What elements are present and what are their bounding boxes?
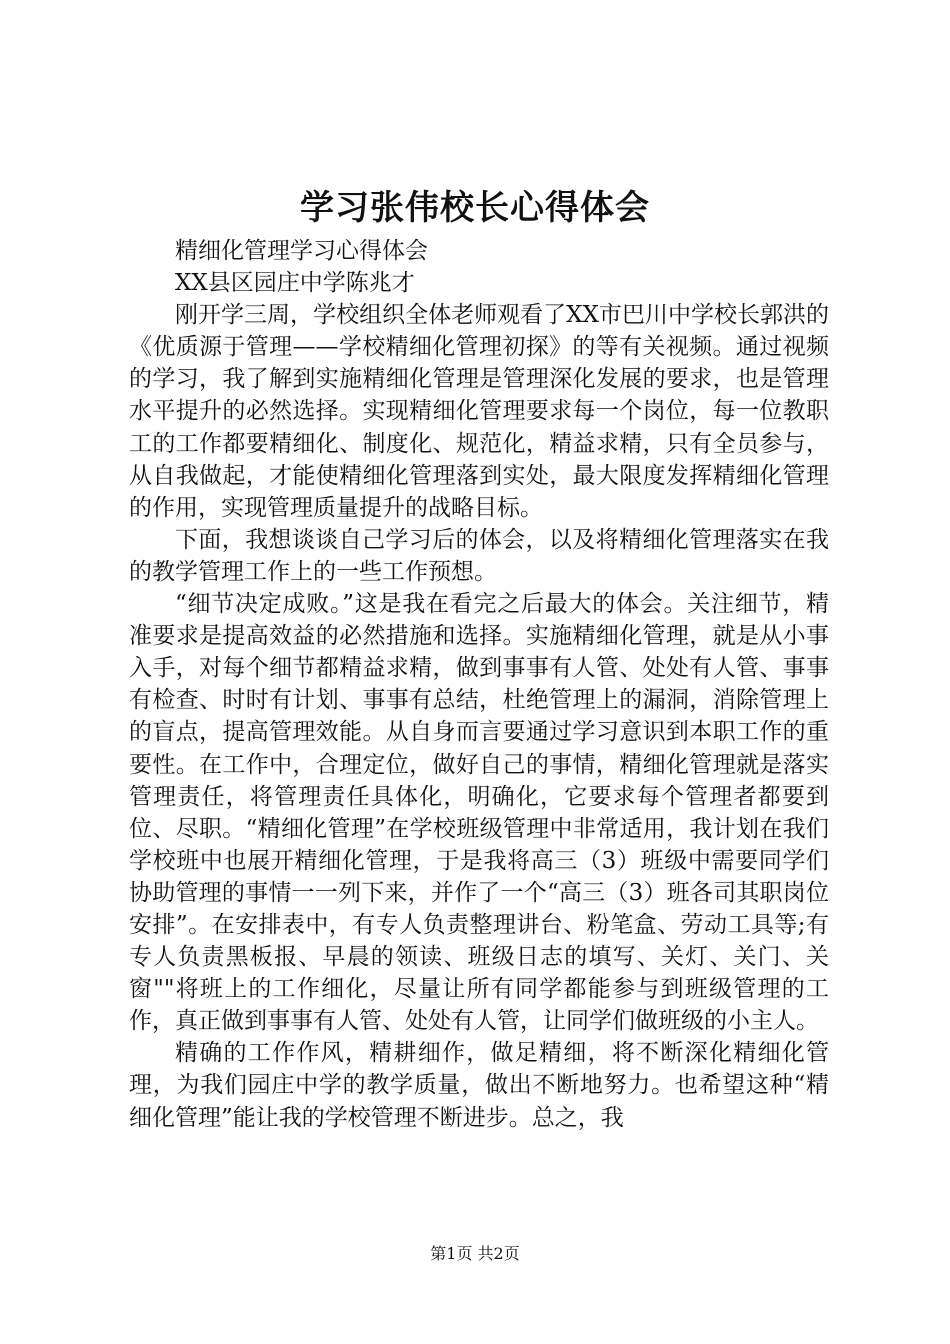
document-title: 学习张伟校长心得体会 [300,188,650,228]
body-paragraph: “细节决定成败。”这是我在看完之后最大的体会。关注细节，精准要求是提高效益的必然措施和选择。实施精细化管理，就是从小事入手，对每个细节都精益求精，做到事事有人管、处处有人管、事事有检查、时时有计划、事事有总结，杜绝管理上的漏洞，消除管理上的盲点，提高管理效能。从自身而言要通过学习意识到本职工作的重要性。在工作中，合理定位，做好自己的事情，精细化管理就是落实管理责任，将管理责任具体化，明确化，它要求每个管理者都要到位、尽职。“精细化管理”在学校班级管理中非常适用，我计划在我们学校班中也展开精细化管理，于是我将高三（3）班级中需要同学们协助管理的事情一一列下来，并作了一个“高三（3）班各司其职岗位安排”。在安排表中，有专人负责整理讲台、粉笔盒、劳动工具等;有专人负责黑板报、早晨的领读、班级日志的填写、关灯、关门、关窗""将班上的工作细化，尽量让所有同学都能参与到班级管理的工作，真正做到事事有人管、处处有人管，让同学们做班级的小主人。 [129,591,829,1035]
body-paragraph: 下面，我想谈谈自己学习后的体会，以及将精细化管理落实在我的教学管理工作上的一些工作预想。 [129,526,829,585]
subtitle-paragraph: 精细化管理学习心得体会 [175,238,428,264]
body-paragraph: 精确的工作作风，精耕细作，做足精细，将不断深化精细化管理，为我们园庄中学的教学质量，做出不断地努力。也希望这种“精细化管理”能让我的学校管理不断进步。总之，我 [129,1040,829,1131]
document-body [129,235,829,1134]
page-number-footer: 第1页 共2页 [430,1244,520,1263]
author-paragraph: XX县区园庄中学陈兆才 [175,270,415,297]
body-paragraph: 刚开学三周，学校组织全体老师观看了XX市巴川中学校长郭洪的《优质源于管理——学校精细化管理初探》的等有关视频。通过视频的学习，我了解到实施精细化管理是管理深化发展的要求，也是管理水平提升的必然选择。实现精细化管理要求每一个岗位，每一位教职工的工作都要精细化、制度化、规范化，精益求精，只有全员参与，从自我做起，才能使精细化管理落到实处，最大限度发挥精细化管理的作用，实现管理质量提升的战略目标。 [129,302,829,521]
